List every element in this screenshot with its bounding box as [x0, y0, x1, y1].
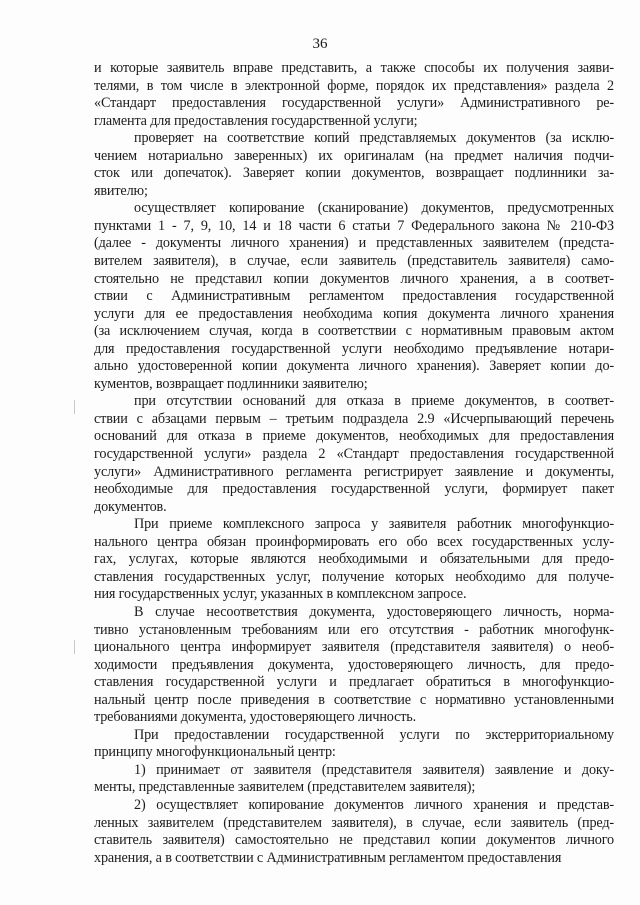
text-line: «Стандарт предоставления государственной услуги» Административного ре- [94, 95, 614, 112]
text-line: ционального центра информирует заявителя (представителя заявителя) о необ- [94, 639, 614, 656]
text-line: (за исключением случая, когда в соответствии с нормативным правовым актом [94, 323, 614, 340]
text-line: сток или допечаток). Заверяет копии документов, возвращает подлинники за- [94, 165, 614, 182]
text-line: документов. [94, 498, 167, 515]
text-line: ально удостоверенной копии документа личного хранения). Заверяет копии до- [94, 358, 614, 375]
text-line: оснований для отказа в приеме документов, необходимых для предоставления [94, 428, 614, 445]
text-line: и которые заявитель вправе представить, а также способы их получения заяви- [94, 60, 614, 76]
text-line: ставления государственной услуги и предлагает обратиться в многофункцио- [94, 674, 614, 691]
paragraph [94, 727, 614, 762]
text-line: явителю; [94, 182, 148, 199]
text-line: для предоставления государственной услуги необходимо предъявление нотари- [94, 340, 614, 357]
text-line: При приеме комплексного запроса у заявителя работник многофункцио- [134, 516, 614, 533]
text-line: менты, представленные заявителем (представителем заявителя); [94, 779, 476, 796]
text-line: кументов, возвращает подлинники заявителю; [94, 375, 368, 392]
text-line: принципу многофункциональный центр: [94, 744, 336, 761]
text-line: ходимости предъявления документа, удостоверяющего личность, для предо- [94, 656, 614, 673]
text-line: хранения, а в соответствии с Административным регламентом предоставления [94, 849, 562, 866]
text-line: гламента для предоставления государственной услуги; [94, 112, 418, 129]
paragraph [94, 130, 614, 200]
text-line: осуществляет копирование (сканирование) документов, предусмотренных [134, 200, 614, 217]
paragraph [94, 200, 614, 393]
text-line: нальный центр после приведения в соответствие с нормативно установленными [94, 691, 614, 708]
paragraph [94, 604, 614, 727]
text-line: ствии с абзацами первым – третьим подраздела 2.9 «Исчерпывающий перечень [94, 410, 614, 427]
text-line: вителем заявителя), в случае, если заявитель (представитель заявителя) само- [94, 253, 614, 270]
text-line: телями, в том числе в электронной форме, порядок их представления» раздела 2 [94, 77, 614, 94]
text-line: ставления государственных услуг, получение которых необходимо для получе- [94, 568, 614, 585]
scan-artifact [74, 400, 75, 414]
paragraph [94, 516, 614, 604]
text-line: ствии с Административным регламентом предоставления государственной [94, 288, 614, 305]
text-line: гах, услугах, которые являются необходимыми и обязательными для предо- [94, 551, 614, 568]
paragraph [94, 762, 614, 797]
text-line: (далее - документы личного хранения) и представленных заявителем (предста- [94, 235, 614, 252]
text-line: необходимые для предоставления государственной услуги, формирует пакет [94, 481, 614, 498]
scan-artifact [74, 640, 75, 654]
text-line: пунктами 1 - 7, 9, 10, 14 и 18 части 6 статьи 7 Федерального закона № 210-ФЗ [94, 217, 614, 234]
text-line: услуги» Административного регламента регистрирует заявление и документы, [94, 463, 614, 480]
text-line: чением нотариально заверенных) их оригиналам (на предмет наличия подчи- [94, 147, 614, 164]
text-line: стоятельно не представил копии документов личного хранения, а в соответ- [94, 270, 614, 287]
page-number: 36 [312, 36, 328, 52]
paragraph [94, 60, 614, 130]
text-line: При предоставлении государственной услуги по экстерриториальному [134, 726, 614, 743]
text-line: проверяет на соответствие копий представляемых документов (за исклю- [134, 130, 614, 147]
text-line: тивно установленным требованиям или его отсутствия - работник многофунк- [94, 621, 614, 638]
text-line: 1) принимает от заявителя (представителя заявителя) заявление и доку- [134, 761, 614, 778]
paragraph [94, 393, 614, 516]
text-line: нального центра обязан проинформировать его обо всех государственных услу- [94, 533, 614, 550]
text-line: требованиями документа, удостоверяющего личность. [94, 709, 416, 726]
text-line: ставитель заявителя) самостоятельно не представил копии документов личного [94, 832, 614, 849]
document-body [94, 60, 614, 867]
paragraph [94, 797, 614, 867]
text-line: при отсутствии оснований для отказа в приеме документов, в соответ- [134, 393, 614, 410]
text-line: услуги для ее предоставления необходима копия документа личного хранения [94, 305, 614, 322]
text-line: ния государственных услуг, указанных в комплексном запросе. [94, 586, 467, 603]
text-line: В случае несоответствия документа, удостоверяющего личность, норма- [134, 603, 614, 620]
text-line: ленных заявителем (представителем заявителя), в случае, если заявитель (пред- [94, 814, 614, 831]
text-line: 2) осуществляет копирование документов личного хранения и представ- [134, 796, 614, 813]
text-line: государственной услуги» раздела 2 «Стандарт предоставления государственной [94, 446, 614, 463]
